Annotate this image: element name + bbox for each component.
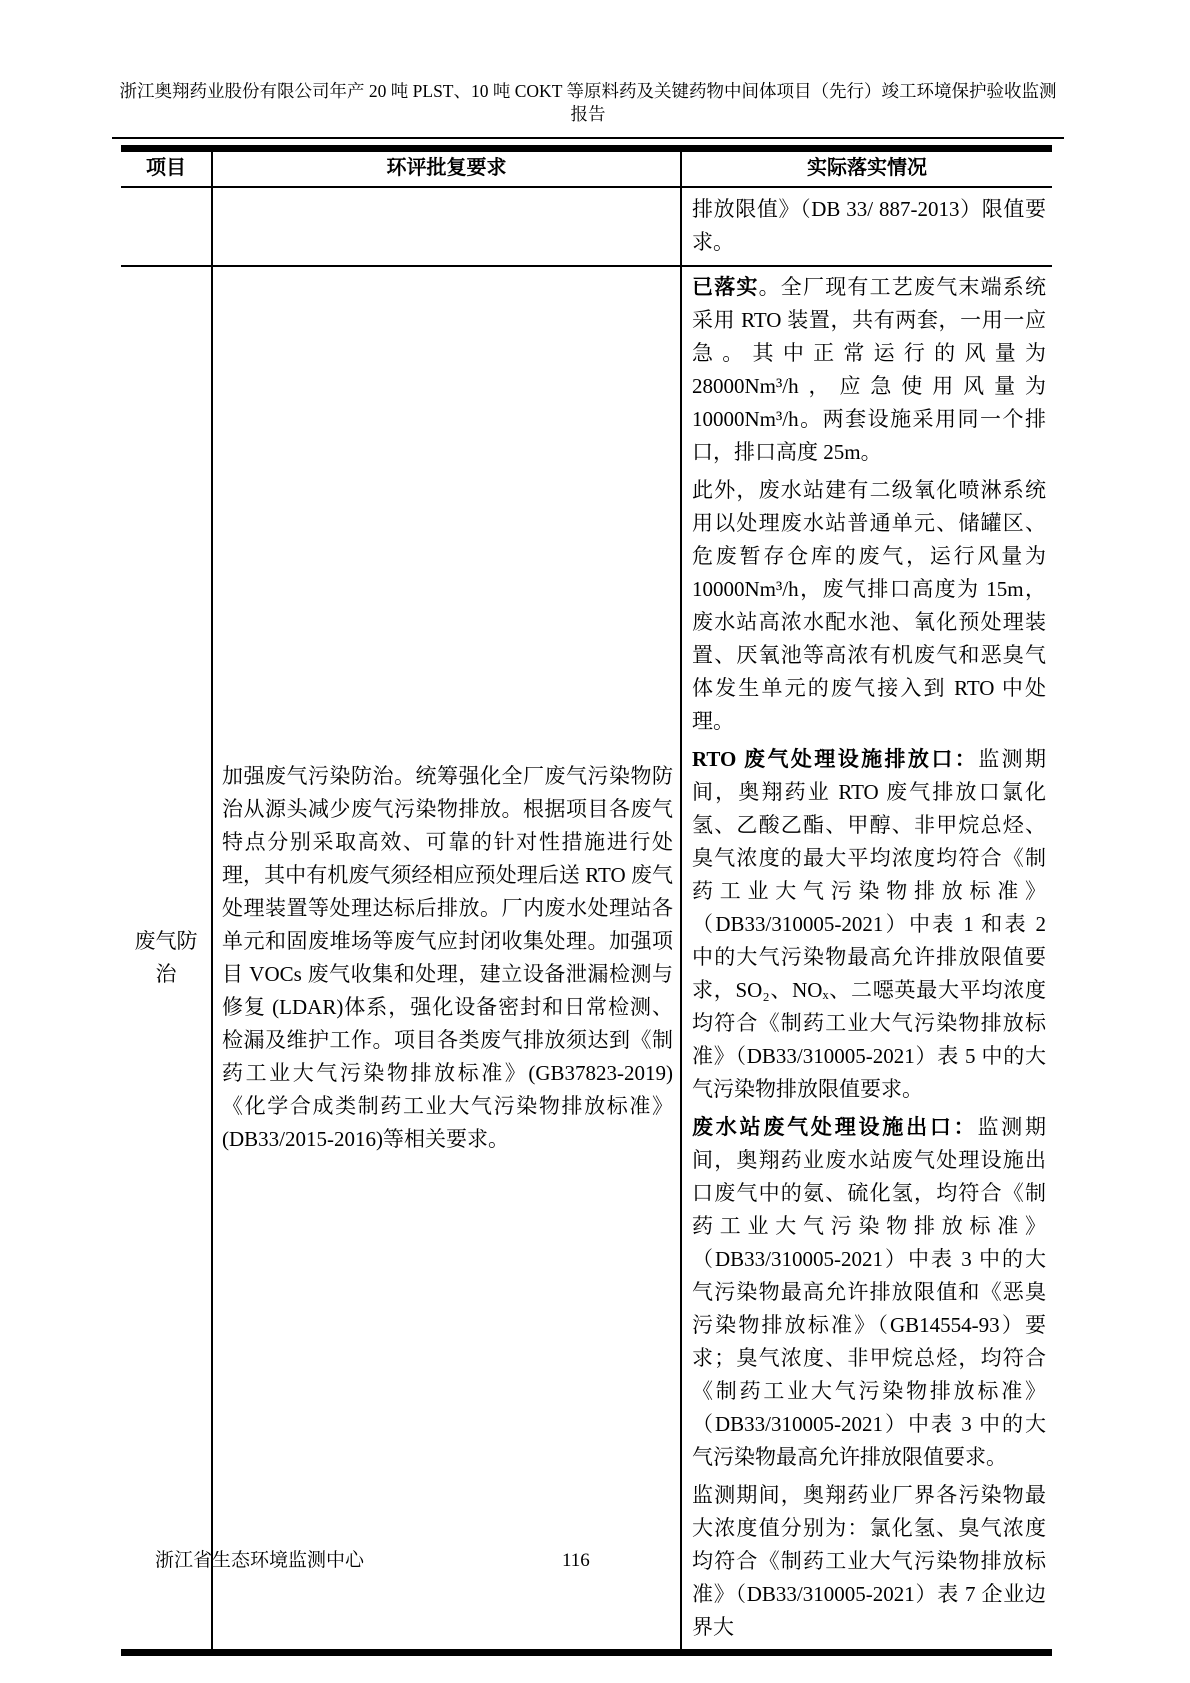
cell-implementation-carryover: 排放限值》（DB 33/ 887-2013）限值要求。 [681,187,1052,266]
paragraph-lead: 已落实 [692,275,759,299]
paragraph-text: 监测期间，奥翔药业厂界各污染物最大浓度值分别为：氯化氢、臭气浓度均符合《制药工业大气污染物排放标准》（DB33/310005-2021）表 7 企业边界大 [692,1483,1046,1639]
table-row-carryover [121,187,1052,266]
cell-eia-requirement: 加强废气污染防治。统筹强化全厂废气污染物防治从源头减少废气污染物排放。根据项目各废气特点分别采取高效、可靠的针对性措施进行处理，其中有机废气须经相应预处理后送 RTO 废气处理装置等处理达标后排放。厂内废水处理站各单元和固废堆场等废气应封闭收集处理。加强项目 VOCs 废气收集和处理，建立设备泄漏检测与修复 (LDAR)体系，强化设备密封和日常检测、检漏及维护工作。项目各类废气排放须达到《制药工业大气污染物排放标准》(GB37823-2019)《化学合成类制药工业大气污染物排放标准》(DB33/2015-2016)等相关要求。 [212,266,681,1653]
implementation-paragraph [692,271,1046,469]
paragraph-text: 此外，废水站建有二级氧化喷淋系统用以处理废水站普通单元、储罐区、危废暂存仓库的废气，运行风量为 10000Nm³/h，废气排口高度为 15m，废水站高浓水配水池、氧化预处理装置、厌氧池等高浓有机废气和恶臭气体发生单元的废气接入到 RTO 中处理。 [692,478,1046,733]
paragraph-text: 。全厂现有工艺废气末端系统采用 RTO 装置，共有两套，一用一应急。其中正常运行的风量为 28000Nm³/h，应急使用风量为 10000Nm³/h。两套设施采用同一个排口，排口高度 25m。 [692,275,1047,464]
footer-page-number: 116 [562,1550,590,1571]
column-header-item: 项目 [121,149,212,188]
document-title: 浙江奥翔药业股份有限公司年产 20 吨 PLST、10 吨 COKT 等原料药及关键药物中间体项目（先行）竣工环境保护验收监测报告 [119,81,1057,124]
column-header-eia-requirement: 环评批复要求 [212,149,681,188]
table-header-row [121,149,1052,188]
footer-organization: 浙江省生态环境监测中心 [155,1550,365,1571]
cell-actual-implementation [681,266,1052,1653]
cell-requirement-empty [212,187,681,266]
paragraph-text: 监测期间，奥翔药业废水站废气处理设施出口废气中的氨、硫化氢，均符合《制药工业大气污染物排放标准》（DB33/310005-2021）中表 3 中的大气污染物最高允许排放限值和《恶臭污染物排放标准》（GB14554-93）要求；臭气浓度、非甲烷总烃，均符合《制药工业大气污染物排放标准》（DB33/310005-2021）中表 3 中的大气污染物最高允许排放限值要求。 [692,1115,1047,1469]
column-header-actual-implementation: 实际落实情况 [681,149,1052,188]
implementation-paragraph [692,1479,1046,1644]
implementation-paragraph [692,1111,1046,1474]
paragraph-lead: 废水站废气处理设施出口： [692,1115,978,1139]
cell-item-waste-gas: 废气防治 [134,929,198,986]
document-header [112,80,1064,139]
cell-item-empty [121,187,212,266]
implementation-paragraph [692,743,1046,1106]
approval-implementation-table [121,145,1052,1656]
table-row-waste-gas-control [121,266,1052,1653]
paragraph-lead: RTO 废气处理设施排放口： [692,747,979,771]
implementation-paragraph [692,474,1046,738]
paragraph-text: 监测期间，奥翔药业 RTO 废气排放口氯化氢、乙酸乙酯、甲醇、非甲烷总烃、臭气浓度的最大平均浓度均符合《制药工业大气污染物排放标准》（DB33/310005-2021）中表 1 和表 2 中的大气污染物最高允许排放限值要求，SO₂、NOₓ、二噁英最大平均浓度均符合《制药工业大气污染物排放标准》（DB33/310005-2021）表 5 中的大气污染物排放限值要求。 [692,747,1047,1101]
